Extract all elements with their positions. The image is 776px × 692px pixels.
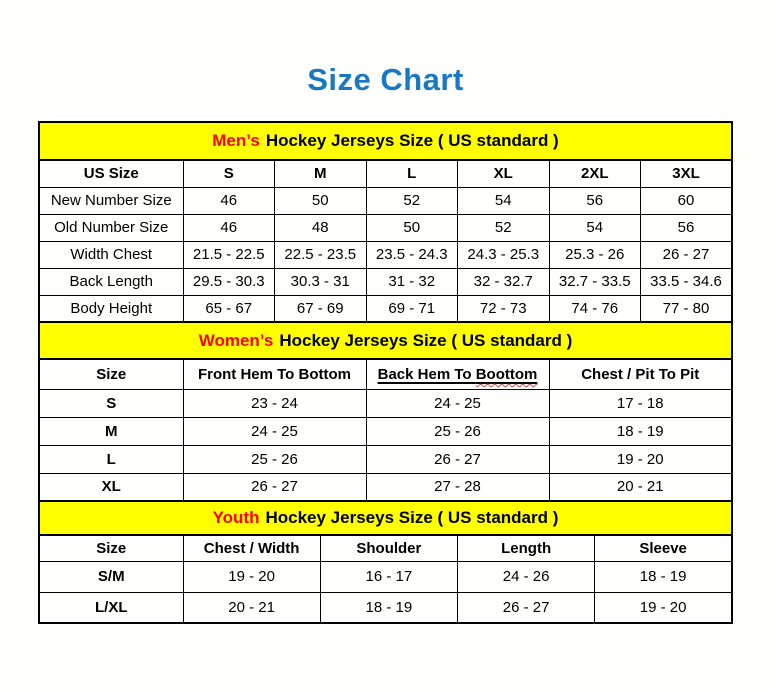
womens-cell: 24 - 25 — [183, 417, 366, 445]
mens-cell: 26 - 27 — [641, 241, 733, 268]
table-row — [39, 268, 732, 295]
table-header-row — [39, 535, 732, 561]
youth-cell: 19 - 20 — [183, 561, 320, 592]
mens-header-cell: 3XL — [641, 160, 733, 187]
mens-cell: 54 — [549, 214, 641, 241]
youth-cell: 18 - 19 — [320, 592, 457, 623]
table-row — [39, 561, 732, 592]
youth-cell: 18 - 19 — [595, 561, 732, 592]
mens-cell: 48 — [275, 214, 367, 241]
youth-cell: 24 - 26 — [458, 561, 595, 592]
table-row — [39, 295, 732, 322]
womens-cell: 24 - 25 — [366, 389, 549, 417]
womens-section-banner — [38, 321, 733, 360]
mens-cell: 22.5 - 23.5 — [275, 241, 367, 268]
table-row — [39, 445, 732, 473]
mens-cell: 69 - 71 — [366, 295, 458, 322]
back-hem-prefix: Back Hem To — [377, 365, 476, 383]
mens-cell: 65 - 67 — [183, 295, 275, 322]
youth-header-cell: Length — [458, 535, 595, 561]
table-row — [39, 214, 732, 241]
table-header-row — [39, 160, 732, 187]
table-row — [39, 187, 732, 214]
page-title: Size Chart — [307, 62, 464, 97]
misspelled-word: Boottom — [475, 365, 538, 383]
womens-header-cell: Front Hem To Bottom — [183, 359, 366, 389]
womens-size-table — [38, 358, 733, 502]
womens-cell: 25 - 26 — [183, 445, 366, 473]
mens-cell: 46 — [183, 214, 275, 241]
table-row — [39, 417, 732, 445]
mens-cell: 52 — [366, 187, 458, 214]
womens-row-label: L — [39, 445, 183, 473]
youth-header-cell: Size — [39, 535, 183, 561]
mens-cell: 77 - 80 — [641, 295, 733, 322]
youth-banner-highlight: Youth — [212, 508, 260, 527]
mens-cell: 30.3 - 31 — [275, 268, 367, 295]
mens-header-cell: US Size — [39, 160, 183, 187]
womens-row-label: M — [39, 417, 183, 445]
table-row — [39, 389, 732, 417]
mens-size-table — [38, 159, 733, 323]
youth-cell: 26 - 27 — [458, 592, 595, 623]
mens-row-label: New Number Size — [39, 187, 183, 214]
mens-cell: 60 — [641, 187, 733, 214]
mens-row-label: Width Chest — [39, 241, 183, 268]
youth-section-banner — [38, 500, 733, 536]
mens-cell: 74 - 76 — [549, 295, 641, 322]
mens-banner-highlight: Men’s — [212, 131, 260, 150]
mens-section-banner — [38, 121, 733, 161]
youth-cell: 19 - 20 — [595, 592, 732, 623]
mens-cell: 29.5 - 30.3 — [183, 268, 275, 295]
mens-cell: 23.5 - 24.3 — [366, 241, 458, 268]
womens-cell: 26 - 27 — [183, 473, 366, 501]
youth-row-label: L/XL — [39, 592, 183, 623]
youth-cell: 16 - 17 — [320, 561, 457, 592]
womens-cell: 25 - 26 — [366, 417, 549, 445]
table-row — [39, 592, 732, 623]
mens-header-cell: 2XL — [549, 160, 641, 187]
mens-header-cell: XL — [458, 160, 550, 187]
youth-header-cell: Shoulder — [320, 535, 457, 561]
womens-cell: 23 - 24 — [183, 389, 366, 417]
mens-cell: 21.5 - 22.5 — [183, 241, 275, 268]
mens-header-cell: M — [275, 160, 367, 187]
womens-row-label: S — [39, 389, 183, 417]
table-row — [39, 241, 732, 268]
mens-cell: 24.3 - 25.3 — [458, 241, 550, 268]
womens-cell: 27 - 28 — [366, 473, 549, 501]
womens-cell: 17 - 18 — [549, 389, 732, 417]
mens-cell: 46 — [183, 187, 275, 214]
mens-cell: 67 - 69 — [275, 295, 367, 322]
youth-row-label: S/M — [39, 561, 183, 592]
mens-banner-text: Hockey Jerseys Size ( US standard ) — [265, 131, 559, 150]
youth-size-table — [38, 534, 733, 624]
womens-cell: 18 - 19 — [549, 417, 732, 445]
womens-row-label: XL — [39, 473, 183, 501]
mens-cell: 31 - 32 — [366, 268, 458, 295]
womens-header-cell — [366, 359, 549, 389]
mens-row-label: Old Number Size — [39, 214, 183, 241]
womens-banner-highlight: Women’s — [198, 330, 274, 350]
mens-cell: 56 — [641, 214, 733, 241]
womens-header-cell: Chest / Pit To Pit — [549, 359, 732, 389]
womens-header-cell: Size — [39, 359, 183, 389]
womens-banner-text: Hockey Jerseys Size ( US standard ) — [279, 330, 573, 350]
mens-header-cell: L — [366, 160, 458, 187]
mens-cell: 50 — [366, 214, 458, 241]
mens-cell: 25.3 - 26 — [549, 241, 641, 268]
mens-cell: 54 — [458, 187, 550, 214]
table-header-row — [39, 359, 732, 389]
mens-cell: 72 - 73 — [458, 295, 550, 322]
size-chart-tables — [38, 121, 733, 624]
mens-cell: 56 — [549, 187, 641, 214]
mens-header-cell: S — [183, 160, 275, 187]
mens-row-label: Back Length — [39, 268, 183, 295]
youth-header-cell: Chest / Width — [183, 535, 320, 561]
mens-cell: 32.7 - 33.5 — [549, 268, 641, 295]
womens-cell: 20 - 21 — [549, 473, 732, 501]
mens-row-label: Body Height — [39, 295, 183, 322]
mens-cell: 33.5 - 34.6 — [641, 268, 733, 295]
mens-cell: 52 — [458, 214, 550, 241]
womens-cell: 19 - 20 — [549, 445, 732, 473]
mens-cell: 50 — [275, 187, 367, 214]
table-row — [39, 473, 732, 501]
womens-cell: 26 - 27 — [366, 445, 549, 473]
youth-banner-text: Hockey Jerseys Size ( US standard ) — [265, 508, 559, 527]
womens-header-underlined — [378, 366, 538, 383]
youth-header-cell: Sleeve — [595, 535, 732, 561]
mens-cell: 32 - 32.7 — [458, 268, 550, 295]
youth-cell: 20 - 21 — [183, 592, 320, 623]
